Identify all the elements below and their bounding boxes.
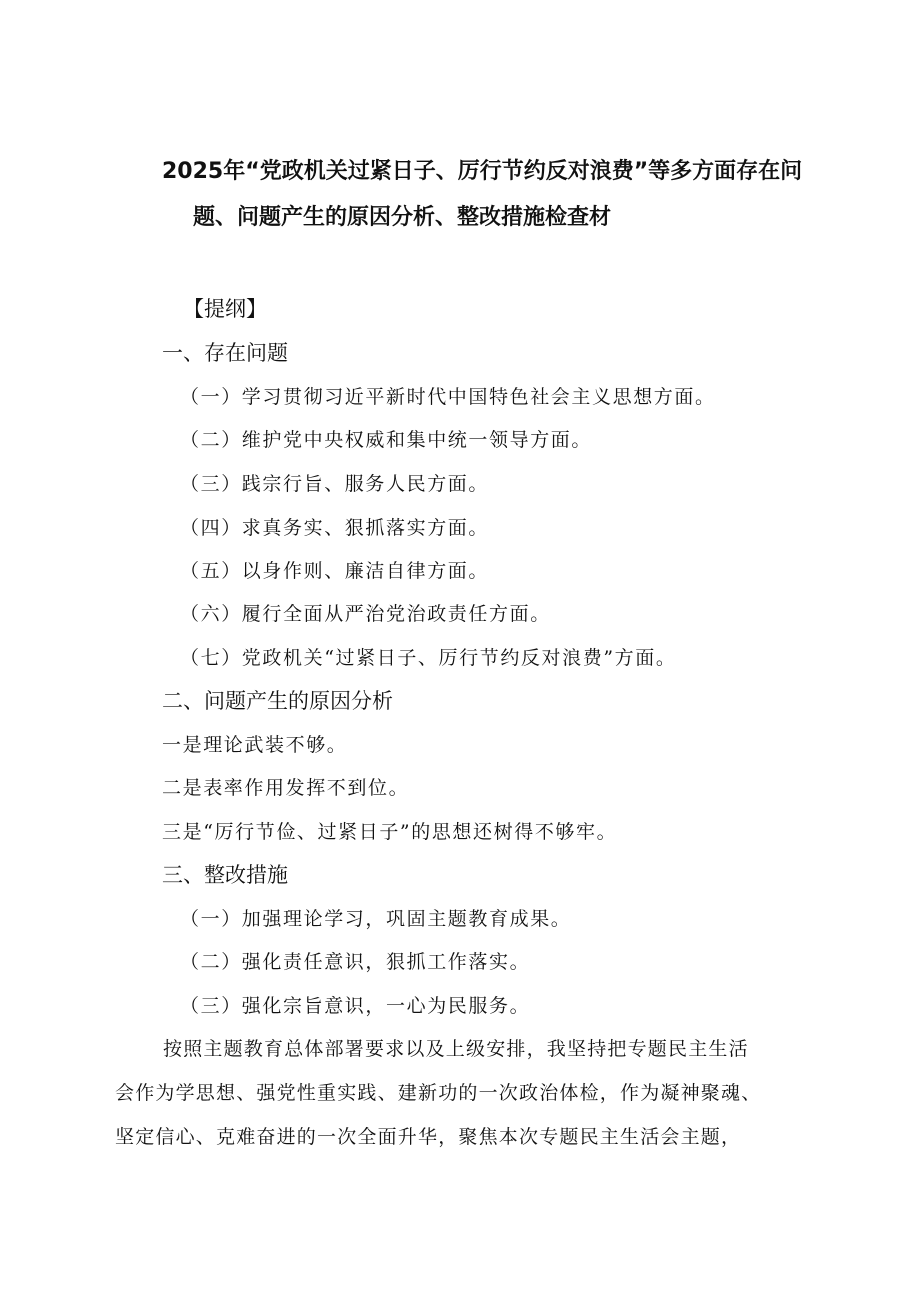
list-item: （四）求真务实、狠抓落实方面。 bbox=[180, 517, 490, 539]
list-item: （五）以身作则、廉洁自律方面。 bbox=[180, 560, 490, 582]
list-item: （三）践宗行旨、服务人民方面。 bbox=[180, 473, 490, 495]
document-title-line-1: 2025年“党政机关过紧日子、厉行节约反对浪费”等多方面存在问 bbox=[162, 159, 803, 184]
paragraph-line: 会作为学思想、强党性重实践、建新功的一次政治体检，作为凝神聚魂、 bbox=[115, 1082, 762, 1104]
section-heading-causes: 二、问题产生的原因分析 bbox=[162, 689, 393, 713]
list-item: （三）强化宗旨意识，一心为民服务。 bbox=[180, 995, 531, 1017]
section-heading-problems: 一、存在问题 bbox=[162, 341, 288, 365]
document-title-line-2: 题、问题产生的原因分析、整改措施检查材 bbox=[193, 205, 612, 230]
list-item: （一）学习贯彻习近平新时代中国特色社会主义思想方面。 bbox=[180, 386, 716, 408]
list-item: （二）强化责任意识，狠抓工作落实。 bbox=[180, 951, 531, 973]
list-item: （六）履行全面从严治党治政责任方面。 bbox=[180, 603, 551, 625]
list-item: 一是理论武装不够。 bbox=[162, 734, 348, 756]
list-item: 二是表率作用发挥不到位。 bbox=[162, 777, 410, 799]
body-paragraph bbox=[115, 1027, 855, 1159]
list-item: 三是“厉行节俭、过紧日子”的思想还树得不够牢。 bbox=[162, 821, 618, 843]
list-item: （一）加强理论学习，巩固主题教育成果。 bbox=[180, 908, 572, 930]
list-item: （二）维护党中央权威和集中统一领导方面。 bbox=[180, 429, 593, 451]
paragraph-line: 按照主题教育总体部署要求以及上级安排，我坚持把专题民主生活 bbox=[163, 1038, 749, 1060]
paragraph-line: 坚定信心、克难奋进的一次全面升华，聚焦本次专题民主生活会主题， bbox=[115, 1126, 742, 1148]
section-heading-measures: 三、整改措施 bbox=[162, 863, 288, 887]
outline-label: 【提纲】 bbox=[183, 297, 267, 321]
list-item: （七）党政机关“过紧日子、厉行节约反对浪费”方面。 bbox=[180, 647, 677, 669]
